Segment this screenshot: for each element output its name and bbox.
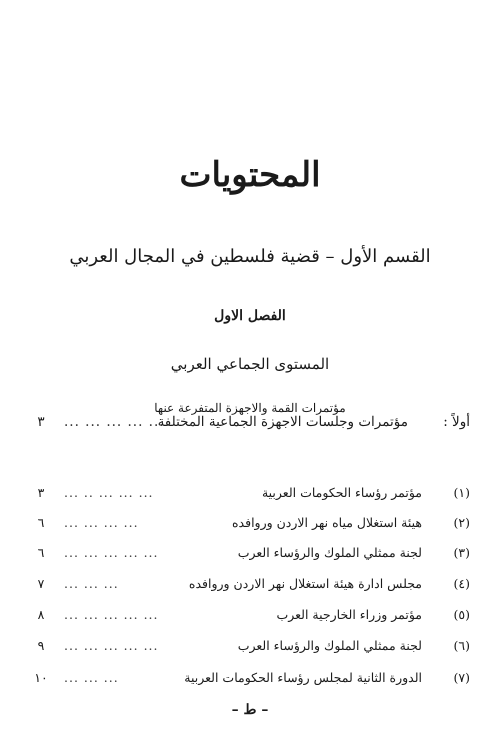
level-title: المستوى الجماعي العربي — [170, 355, 330, 373]
toc-entry — [30, 513, 470, 533]
toc-entry-leader: ... ... ... ... ... — [64, 638, 159, 653]
toc-entry-title: مؤتمر رؤساء الحكومات العربية — [261, 485, 422, 500]
toc-entry-title: مجلس ادارة هيئة استغلال نهر الاردن وروافده — [188, 576, 422, 591]
toc-entry-marker: (٣) — [453, 545, 470, 560]
toc-entry-leader: ... ... ... ... ... — [64, 414, 165, 430]
sub-heading: مؤتمرات القمة والاجهزة المتفرعة عنها — [154, 401, 346, 415]
toc-entry-page: ٦ — [37, 515, 45, 530]
toc-entry-marker: (٤) — [453, 576, 470, 591]
toc-entry-title: لجنة ممثلي الملوك والرؤساء العرب — [237, 545, 422, 560]
toc-entry-marker: أولاً : — [443, 414, 470, 430]
toc-entry — [30, 543, 470, 563]
toc-entry-marker: (١) — [453, 485, 470, 500]
page-title: المحتويات — [179, 155, 321, 195]
part-title: القسم الأول – قضية فلسطين في المجال العربي — [69, 246, 431, 267]
chapter-title: الفصل الاول — [214, 308, 286, 324]
toc-entry-leader: ... ... ... ... ... — [64, 545, 159, 560]
toc-entry-leader: ... ... ... ... ... — [64, 607, 159, 622]
toc-entry-page: ٧ — [37, 576, 45, 591]
toc-entry-page: ٨ — [37, 607, 45, 622]
toc-entry-title: مؤتمر وزراء الخارجية العرب — [276, 607, 422, 622]
toc-entry-title: هيئة استغلال مياه نهر الاردن وروافده — [231, 515, 422, 530]
toc-entry — [30, 574, 470, 594]
page-number: – ط – — [231, 702, 269, 718]
toc-entry-leader: ... ... ... — [64, 576, 119, 591]
toc-entry-leader: ... .. ... ... ... — [64, 485, 154, 500]
toc-entry-marker: (٥) — [453, 607, 470, 622]
toc-entry-page: ٦ — [37, 545, 45, 560]
toc-entry-marker: (٦) — [453, 638, 470, 653]
toc-entry-leader: ... ... ... ... — [64, 515, 139, 530]
toc-entry-title: مؤتمرات وجلسات الاجهزة الجماعية المختلفة — [157, 414, 408, 430]
toc-entry-marker: (٧) — [453, 670, 470, 685]
toc-entry — [30, 483, 470, 503]
toc-entry-marker: (٢) — [453, 515, 470, 530]
toc-entry-page: ٩ — [37, 638, 45, 653]
toc-entry-page: ٣ — [37, 485, 45, 500]
toc-entry — [30, 668, 470, 688]
toc-entry-title: الدورة الثانية لمجلس رؤساء الحكومات العربية — [184, 670, 422, 685]
toc-entry-leader: ... ... ... — [64, 670, 119, 685]
toc-entry-title: لجنة ممثلي الملوك والرؤساء العرب — [237, 638, 422, 653]
toc-entry-page: ٣ — [37, 414, 45, 430]
toc-entry — [30, 605, 470, 625]
toc-entry-page: ١٠ — [34, 670, 48, 685]
toc-entry — [30, 412, 470, 432]
toc-entry — [30, 636, 470, 656]
